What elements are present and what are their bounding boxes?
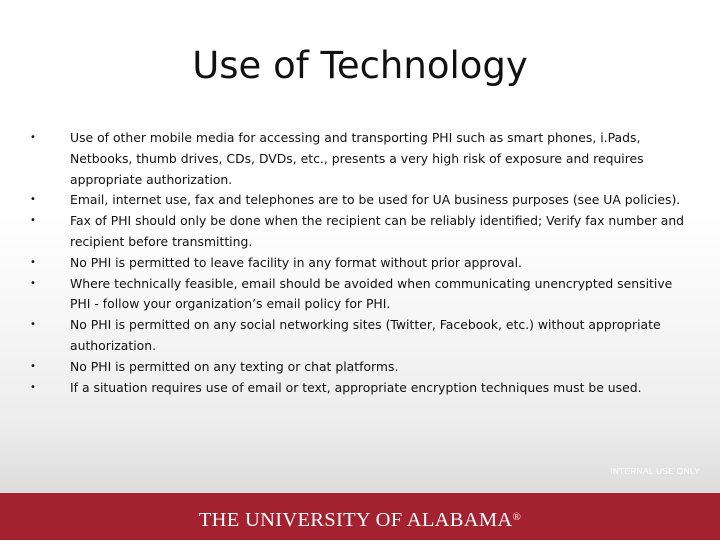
bullet-item (22, 357, 692, 378)
bullet-text: If a situation requires use of email or text, appropriate encryption techniques must be used. (70, 379, 642, 395)
bullet-item (22, 128, 692, 190)
bullet-item (22, 190, 692, 211)
bullet-text: No PHI is permitted on any texting or chat platforms. (70, 358, 399, 374)
university-name: THE UNIVERSITY OF ALABAMA (198, 509, 513, 531)
bullet-text: Email, internet use, fax and telephones are to be used for UA business purposes (see UA policies). (70, 192, 681, 208)
bullet-icon: • (30, 360, 36, 372)
bullet-icon: • (30, 194, 36, 206)
university-wordmark (0, 493, 720, 540)
bullet-icon: • (30, 256, 36, 268)
bullet-text: No PHI is permitted on any social networking sites (Twitter, Facebook, etc.) without appropriate authorization. (70, 317, 661, 353)
bullet-item (22, 274, 692, 316)
registered-mark-icon: ® (512, 511, 522, 523)
bullet-item (22, 315, 692, 357)
bullet-text: Use of other mobile media for accessing and transporting PHI such as smart phones, i.Pads, Netbooks, thumb drives, CDs, DVDs, etc., presents a very high risk of exposure and requires appropriate authorization. (70, 130, 644, 187)
slide-title: Use of Technology (192, 44, 528, 87)
bullet-item (22, 378, 692, 399)
bullet-item (22, 211, 692, 253)
bullet-icon: • (30, 215, 36, 227)
bullet-icon: • (30, 319, 36, 331)
brand-bar (0, 493, 720, 540)
bullet-icon: • (30, 381, 36, 393)
bullet-text: Where technically feasible, email should be avoided when communicating unencrypted sensitive PHI - follow your organization’s email policy for PHI. (70, 275, 673, 312)
bullet-icon: • (30, 277, 36, 289)
bullet-list (22, 128, 692, 398)
bullet-text: No PHI is permitted to leave facility in any format without prior approval. (70, 254, 522, 270)
internal-use-label: INTERNAL USE ONLY (610, 466, 700, 476)
bullet-text: Fax of PHI should only be done when the recipient can be reliably identified; Verify fax number and recipient before transmitting. (70, 213, 685, 249)
bullet-item (22, 253, 692, 274)
bullet-icon: • (30, 132, 36, 143)
